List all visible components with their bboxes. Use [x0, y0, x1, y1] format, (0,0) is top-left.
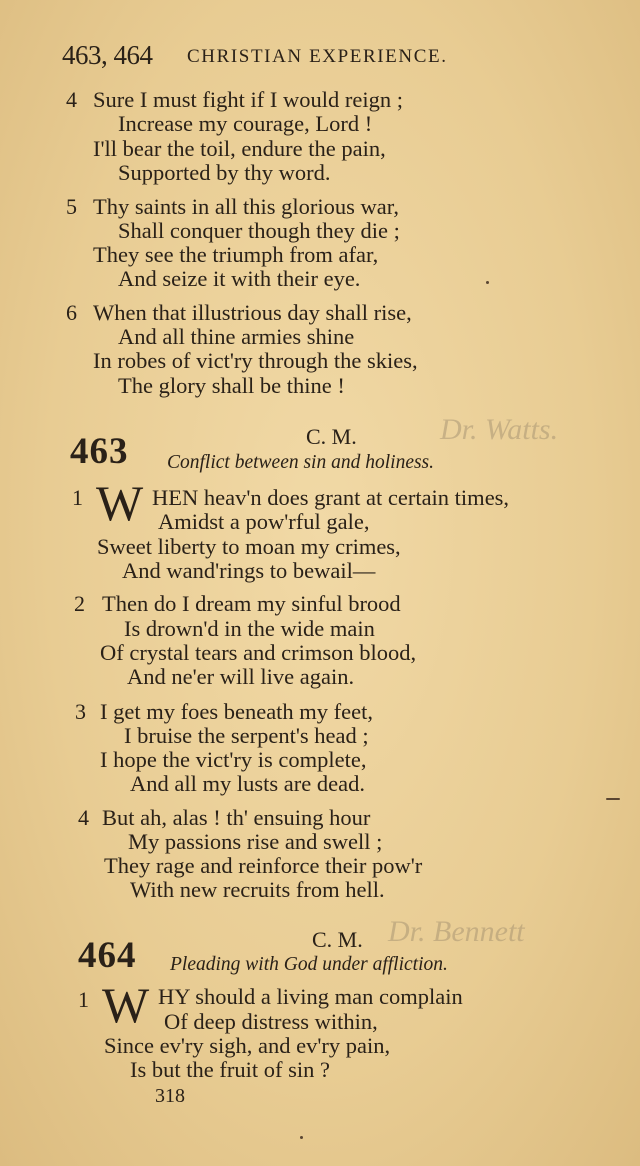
verse-number: 1: [78, 987, 89, 1012]
verse-line: Supported by thy word.: [118, 160, 331, 185]
ink-speck: [606, 798, 620, 800]
verse-number: 4: [78, 805, 89, 830]
header-section-title: CHRISTIAN EXPERIENCE.: [187, 46, 448, 67]
verse-line: And seize it with their eye.: [118, 266, 361, 291]
verse-line: They rage and reinforce their pow'r: [104, 853, 423, 878]
hymn-463-title: Conflict between sin and holiness.: [167, 452, 435, 473]
verse-number: 4: [66, 87, 77, 112]
verse-line: My passions rise and swell ;: [128, 829, 383, 854]
header-hymn-numbers: 463, 464: [62, 40, 153, 70]
hymn-463-author-mark: Dr. Watts.: [440, 413, 559, 446]
verse-number: 3: [75, 699, 86, 724]
hymn-464-title: Pleading with God under affliction.: [170, 954, 448, 975]
verse-line: And ne'er will live again.: [127, 664, 355, 689]
verse-line: In robes of vict'ry through the skies,: [93, 348, 418, 373]
ink-speck: [300, 1136, 303, 1139]
hymn-464-author-mark: Dr. Bennett: [388, 915, 525, 948]
drop-cap: W: [96, 475, 144, 531]
verse-line: Of deep distress within,: [164, 1009, 378, 1034]
verse-line: Is drown'd in the wide main: [124, 616, 375, 641]
verse-line: They see the triumph from afar,: [93, 242, 379, 267]
verse-line: HY should a living man complain: [158, 984, 463, 1009]
ink-speck: [486, 281, 489, 284]
verse-line: Shall conquer though they die ;: [118, 218, 400, 243]
verse-line: Amidst a pow'rful gale,: [158, 509, 370, 534]
verse-line: Increase my courage, Lord !: [118, 111, 373, 136]
hymn-464-number: 464: [78, 935, 137, 976]
verse-number: 6: [66, 300, 77, 325]
verse-line: And all thine armies shine: [118, 324, 355, 349]
verse-line: I hope the vict'ry is complete,: [100, 747, 367, 772]
verse-line: Sweet liberty to moan my crimes,: [97, 534, 401, 559]
verse-line: With new recruits from hell.: [130, 877, 385, 902]
verse-line: Sure I must fight if I would reign ;: [93, 87, 403, 112]
verse-line: I'll bear the toil, endure the pain,: [93, 136, 386, 161]
verse-number: 1: [72, 485, 83, 510]
verse-line: Since ev'ry sigh, and ev'ry pain,: [104, 1033, 391, 1058]
verse-line: Then do I dream my sinful brood: [102, 591, 401, 616]
verse-line: The glory shall be thine !: [118, 373, 345, 398]
verse-line: HEN heav'n does grant at certain times,: [152, 485, 510, 510]
verse-line: And all my lusts are dead.: [130, 771, 365, 796]
verse-line: Of crystal tears and crimson blood,: [100, 640, 417, 665]
verse-line: Is but the fruit of sin ?: [130, 1057, 330, 1082]
verse-line: Thy saints in all this glorious war,: [93, 194, 399, 219]
running-header: [62, 40, 502, 76]
verse-line: But ah, alas ! th' ensuing hour: [102, 805, 371, 830]
verse-number: 5: [66, 194, 77, 219]
verse-line: I bruise the serpent's head ;: [124, 723, 369, 748]
hymn-463-meter: C. M.: [306, 424, 357, 449]
hymn-464-meter: C. M.: [312, 927, 363, 952]
verse-line: I get my foes beneath my feet,: [100, 699, 374, 724]
verse-line: And wand'rings to bewail—: [122, 558, 376, 583]
hymn-463-number: 463: [70, 431, 129, 472]
verse-line: When that illustrious day shall rise,: [93, 300, 412, 325]
drop-cap: W: [102, 977, 150, 1033]
page-number: 318: [155, 1085, 185, 1107]
verse-number: 2: [74, 591, 85, 616]
